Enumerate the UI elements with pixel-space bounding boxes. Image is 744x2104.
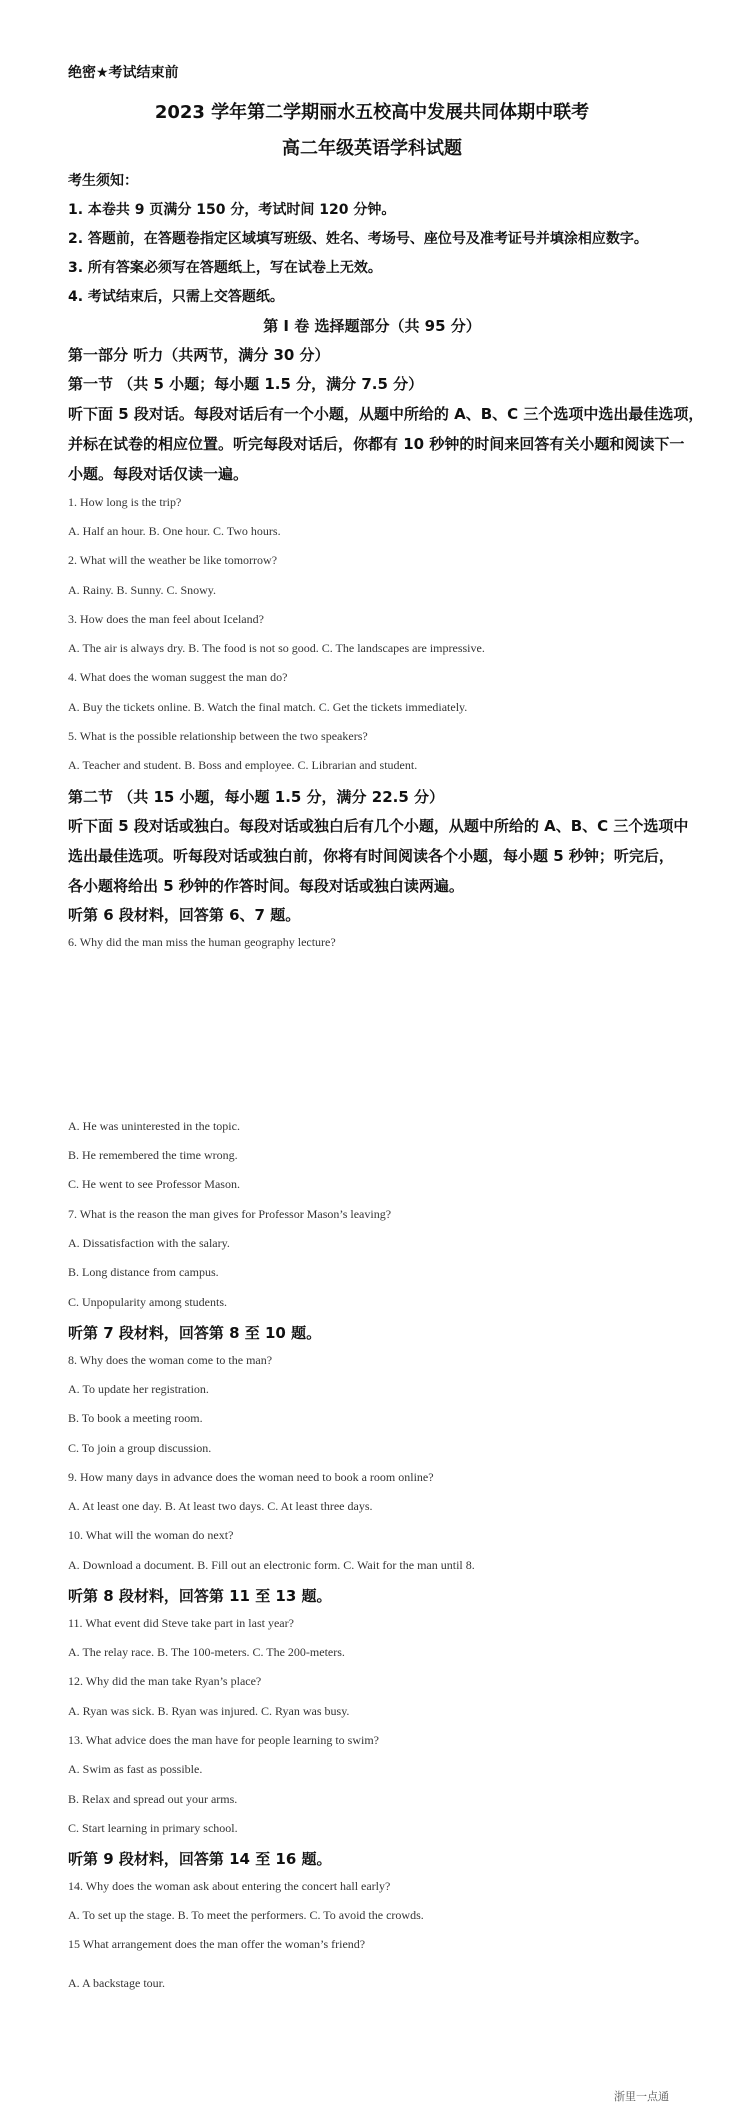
- answer-option: C. Start learning in primary school.: [68, 1821, 238, 1835]
- answer-options: A. The air is always dry. B. The food is not so good. C. The landscapes are impressive.: [68, 641, 485, 655]
- answer-options: A. At least one day. B. At least two days. C. At least three days.: [68, 1499, 373, 1513]
- answer-option: B. Long distance from campus.: [68, 1265, 219, 1279]
- answer-option: A. Dissatisfaction with the salary.: [68, 1236, 230, 1250]
- question: 11. What event did Steve take part in last year?: [68, 1616, 294, 1630]
- answer-option: A. He was uninterested in the topic.: [68, 1119, 240, 1133]
- question: 7. What is the reason the man gives for Professor Mason’s leaving?: [68, 1207, 392, 1221]
- section-title: 第二节 （共 15 小题，每小题 1.5 分，满分 22.5 分）: [68, 788, 445, 806]
- exam-title: 2023 学年第二学期丽水五校高中发展共同体期中联考: [154, 102, 590, 123]
- answer-options: A. Half an hour. B. One hour. C. Two hours.: [68, 524, 281, 538]
- answer-option: B. To book a meeting room.: [68, 1411, 203, 1425]
- notice-item: 4. 考试结束后，只需上交答题纸。: [68, 289, 284, 305]
- answer-options: A. Ryan was sick. B. Ryan was injured. C. Ryan was busy.: [68, 1704, 350, 1718]
- answer-options: A. The relay race. B. The 100-meters. C. The 200-meters.: [68, 1645, 345, 1659]
- answer-options: A. Teacher and student. B. Boss and employee. C. Librarian and student.: [68, 758, 418, 772]
- question: 12. Why did the man take Ryan’s place?: [68, 1674, 262, 1688]
- notice-heading: 考生须知：: [68, 173, 138, 189]
- question: 13. What advice does the man have for people learning to swim?: [68, 1733, 380, 1747]
- question: 1. How long is the trip?: [68, 495, 182, 509]
- question: 15 What arrangement does the man offer the woman’s friend?: [68, 1937, 366, 1951]
- material-heading: 听第 7 段材料，回答第 8 至 10 题。: [68, 1324, 322, 1342]
- instruction-line: 听下面 5 段对话或独白。每段对话或独白后有几个小题，从题中所给的 A、B、C 三个选项中: [68, 817, 689, 835]
- section-title: 第一节 （共 5 小题；每小题 1.5 分，满分 7.5 分）: [68, 375, 424, 393]
- answer-option: B. He remembered the time wrong.: [68, 1148, 238, 1162]
- instruction-line: 各小题将给出 5 秒钟的作答时间。每段对话或独白读两遍。: [68, 877, 464, 895]
- question: 6. Why did the man miss the human geography lecture?: [68, 935, 336, 949]
- answer-option: A. A backstage tour.: [68, 1976, 165, 1990]
- answer-options: A. Rainy. B. Sunny. C. Snowy.: [68, 583, 217, 597]
- question: 8. Why does the woman come to the man?: [68, 1353, 273, 1367]
- answer-option: A. To update her registration.: [68, 1382, 209, 1396]
- instruction-line: 小题。每段对话仅读一遍。: [68, 465, 249, 483]
- instruction-line: 听下面 5 段对话。每段对话后有一个小题，从题中所给的 A、B、C 三个选项中选出最佳选项，: [68, 405, 704, 423]
- part-title: 第一部分 听力（共两节，满分 30 分）: [68, 346, 330, 364]
- answer-options: A. Download a document. B. Fill out an electronic form. C. Wait for the man until 8.: [68, 1558, 475, 1572]
- exam-subtitle: 高二年级英语学科试题: [282, 138, 462, 159]
- question: 10. What will the woman do next?: [68, 1528, 234, 1542]
- question: 4. What does the woman suggest the man do?: [68, 670, 288, 684]
- notice-item: 1. 本卷共 9 页满分 150 分，考试时间 120 分钟。: [68, 202, 396, 218]
- material-heading: 听第 8 段材料，回答第 11 至 13 题。: [68, 1587, 332, 1605]
- question: 5. What is the possible relationship between the two speakers?: [68, 729, 368, 743]
- confidential-label: 绝密★考试结束前: [68, 65, 179, 81]
- material-heading: 听第 6 段材料，回答第 6、7 题。: [68, 906, 301, 924]
- notice-item: 3. 所有答案必须写在答题纸上，写在试卷上无效。: [68, 260, 382, 276]
- question: 3. How does the man feel about Iceland?: [68, 612, 264, 626]
- footer-watermark: 浙里一点通: [614, 2090, 669, 2103]
- instruction-line: 并标在试卷的相应位置。听完每段对话后，你都有 10 秒钟的时间来回答有关小题和阅读下一: [68, 435, 685, 453]
- answer-option: A. Swim as fast as possible.: [68, 1762, 203, 1776]
- answer-option: C. Unpopularity among students.: [68, 1295, 227, 1309]
- material-heading: 听第 9 段材料，回答第 14 至 16 题。: [68, 1850, 332, 1868]
- answer-option: B. Relax and spread out your arms.: [68, 1792, 238, 1806]
- question: 14. Why does the woman ask about entering the concert hall early?: [68, 1879, 391, 1893]
- question: 9. How many days in advance does the woman need to book a room online?: [68, 1470, 434, 1484]
- answer-options: A. To set up the stage. B. To meet the performers. C. To avoid the crowds.: [68, 1908, 424, 1922]
- answer-options: A. Buy the tickets online. B. Watch the final match. C. Get the tickets immediately.: [68, 700, 468, 714]
- volume-title: 第 I 卷 选择题部分（共 95 分）: [263, 317, 481, 335]
- notice-item: 2. 答题前，在答题卷指定区域填写班级、姓名、考场号、座位号及准考证号并填涂相应数字。: [68, 231, 648, 247]
- question: 2. What will the weather be like tomorrow?: [68, 553, 278, 567]
- answer-option: C. To join a group discussion.: [68, 1441, 212, 1455]
- instruction-line: 选出最佳选项。听每段对话或独白前，你将有时间阅读各个小题，每小题 5 秒钟；听完后，: [68, 847, 674, 865]
- answer-option: C. He went to see Professor Mason.: [68, 1177, 240, 1191]
